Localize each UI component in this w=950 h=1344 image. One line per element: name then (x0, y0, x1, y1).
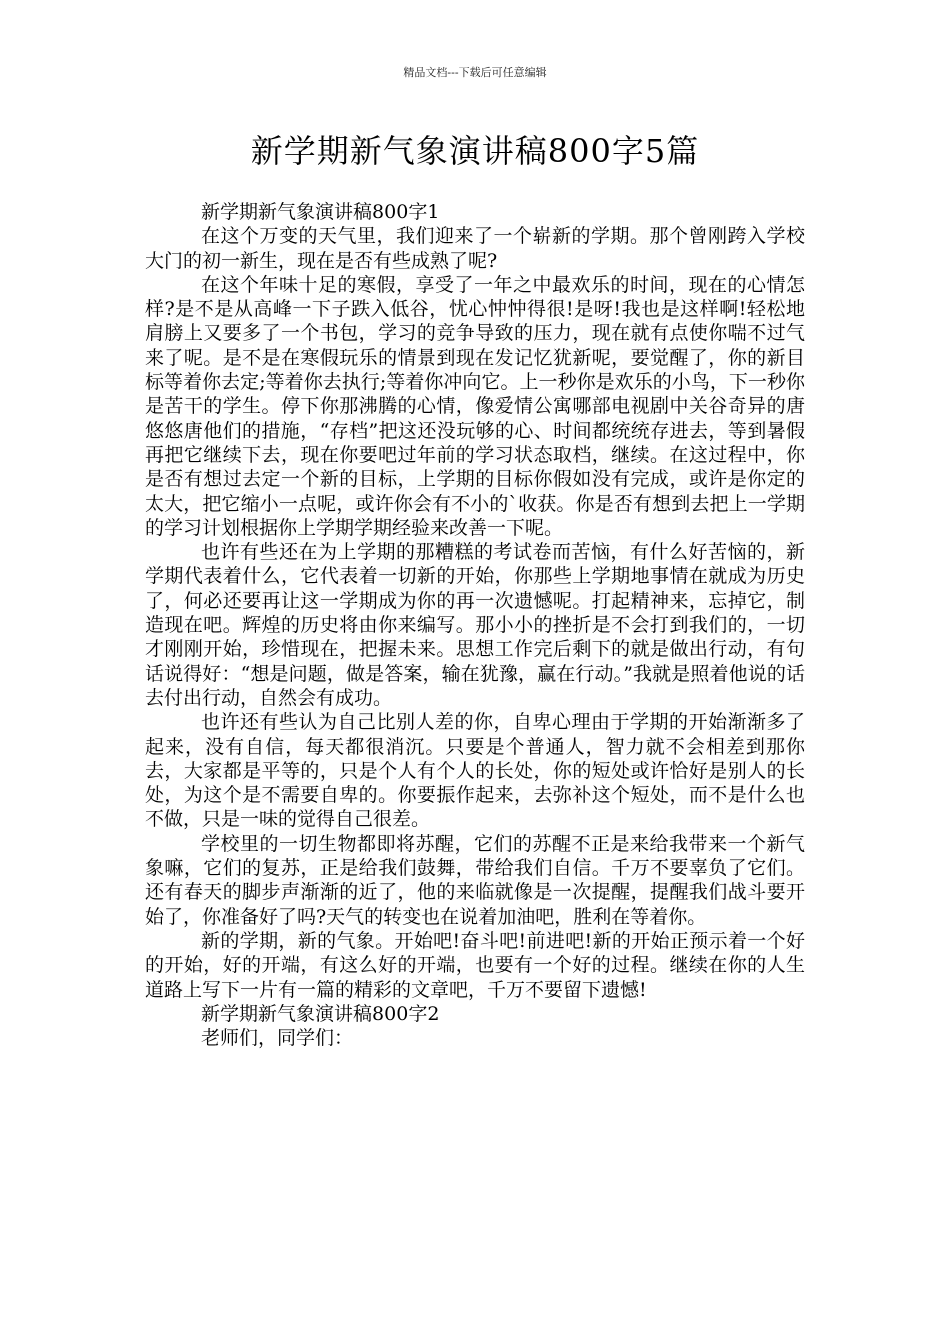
paragraph: 也许有些还在为上学期的那糟糕的考试卷而苦恼，有什么好苦恼的，新学期代表着什么，它代表着一切新的开始，你那些上学期地事情在就成为历史了，何必还要再让这一学期成为你的再一次遗憾呢。打起精神来，忘掉它，制造现在吧。辉煌的历史将由你来编写。那小小的挫折是不会打到我们的，一切才刚刚开始，珍惜现在，把握未来。思想工作完后剩下的就是做出行动，有句话说得好：“想是问题，做是答案，输在犹豫，赢在行动。”我就是照着他说的话去付出行动，自然会有成功。 (145, 541, 805, 709)
section-heading: 新学期新气象演讲稿800字1 (201, 201, 440, 223)
header-note: 精品文档---下载后可任意编辑 (403, 66, 547, 79)
paragraph: 在这个万变的天气里，我们迎来了一个崭新的学期。那个曾刚跨入学校大门的初一新生，现在是否有些成熟了呢? (145, 225, 805, 272)
paragraph: 在这个年味十足的寒假，享受了一年之中最欢乐的时间，现在的心情怎样?是不是从高峰一下子跌入低谷，忧心忡忡得很!是呀!我也是这样啊!轻松地肩膀上又要多了一个书包，学习的竞争导致的压力，现在就有点使你喘不过气来了呢。是不是在寒假玩乐的情景到现在发记忆犹新呢，要觉醒了，你的新目标等着你去定;等着你去执行;等着你冲向它。上一秒你是欢乐的小鸟，下一秒你是苦干的学生。停下你那沸腾的心情，像爱情公寓哪部电视剧中关谷奇异的唐悠悠唐他们的措施，“存档”把这还没玩够的心、时间都统统存进去，等到暑假再把它继续下去，现在你要吧过年前的学习状态取档，继续。在这过程中，你是否有想过去定一个新的目标，上学期的目标你假如没有完成，或许是你定的太大，把它缩小一点呢，或许你会有不小的`收获。你是否有想到去把上一学期的学习计划根据你上学期学期经验来改善一下呢。 (145, 273, 805, 539)
paragraph: 新的学期，新的气象。开始吧!奋斗吧!前进吧!新的开始正预示着一个好的开始，好的开端，有这么好的开端，也要有一个好的过程。继续在你的人生道路上写下一片有一篇的精彩的文章吧，千万不要留下遗憾! (145, 929, 805, 1001)
document-title: 新学期新气象演讲稿800字5篇 (250, 132, 700, 170)
paragraph: 也许还有些认为自己比别人差的你，自卑心理由于学期的开始渐渐多了起来，没有自信，每天都很消沉。只要是个普通人，智力就不会相差到那你去，大家都是平等的，只是个人有个人的长处，你的短处或许恰好是别人的长处，为这个是不需要自卑的。你要振作起来，去弥补这个短处，而不是什么也不做，只是一味的觉得自己很差。 (145, 711, 805, 831)
document-body (145, 200, 805, 1050)
section-heading: 新学期新气象演讲稿800字2 (201, 1002, 440, 1025)
paragraph: 学校里的一切生物都即将苏醒，它们的苏醒不正是来给我带来一个新气象嘛，它们的复苏，正是给我们鼓舞，带给我们自信。千万不要辜负了它们。还有春天的脚步声渐渐的近了，他的来临就像是一次提醒，提醒我们战斗要开始了，你准备好了吗?天气的转变也在说着加油吧，胜利在等着你。 (145, 832, 805, 928)
paragraph: 老师们，同学们： (201, 1027, 354, 1050)
